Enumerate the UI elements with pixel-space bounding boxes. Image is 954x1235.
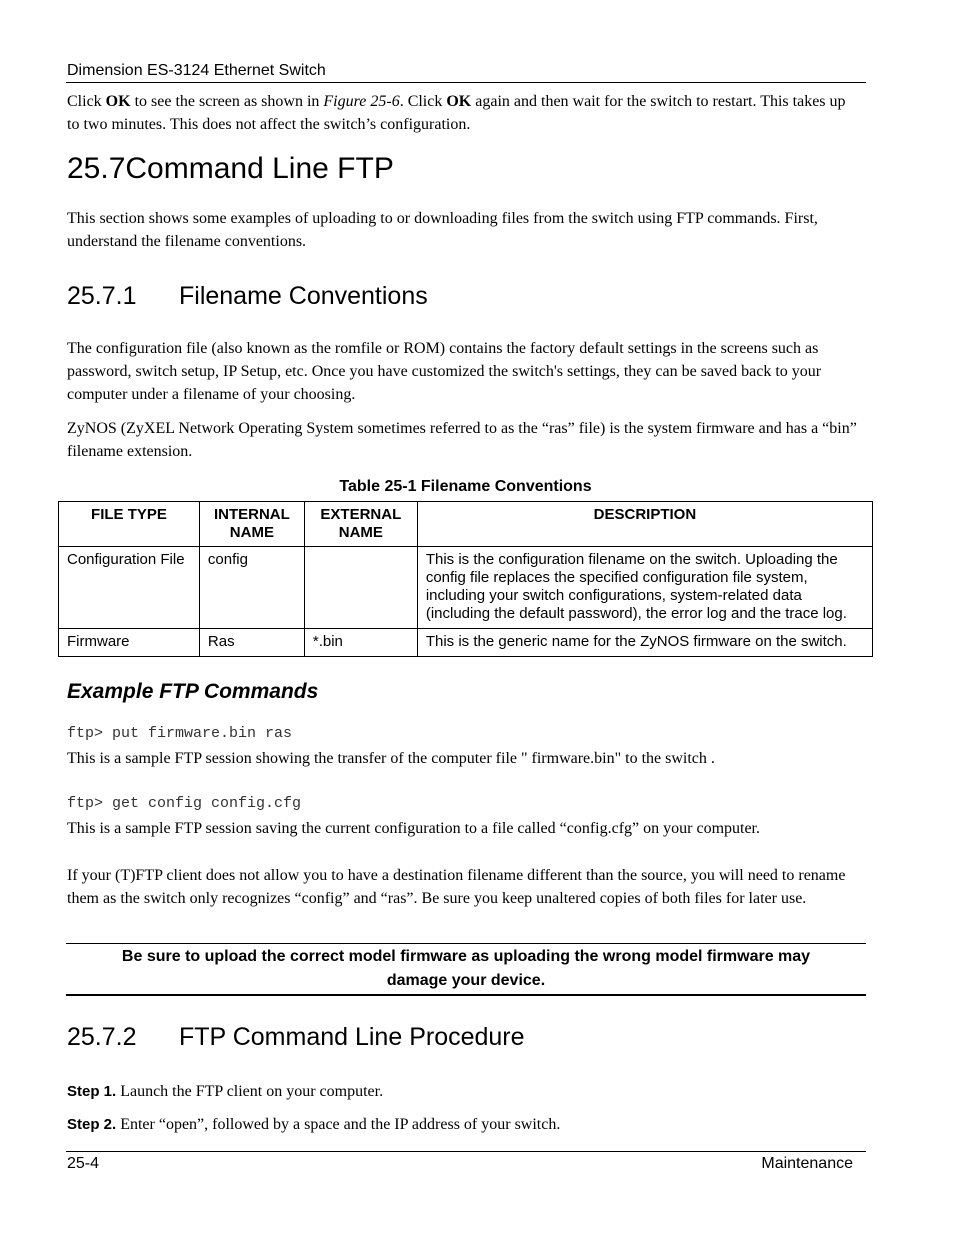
subsection-title-2: FTP Command Line Procedure <box>179 1023 525 1051</box>
intro-paragraph: Click OK to see the screen as shown in Figure 25-6. Click OK again and then wait for the switch to restart. This takes up to two minutes. This does not affect the switch’s configuration. <box>67 93 846 133</box>
command-description-1: This is a sample FTP session showing the transfer of the computer file " firmware.bin" to the switch . <box>67 750 715 767</box>
subsection-heading-2 <box>67 1022 525 1052</box>
step-text: Enter “open”, followed by a space and the IP address of your switch. <box>116 1116 561 1133</box>
conventions-paragraph-1: The configuration file (also known as the romfile or ROM) contains the factory default settings in the screens such as password, switch setup, IP Setup, etc. Once you have customized the switch's settings, they can be saved back to your computer under a filename of your choosing. <box>67 340 822 403</box>
cell-internal-name: config <box>199 547 304 629</box>
column-header-internal-name: INTERNAL NAME <box>199 502 304 547</box>
warning-line-1: Be sure to upload the correct model firmware as uploading the wrong model firmware may <box>121 948 811 965</box>
cell-external-name: *.bin <box>304 629 417 657</box>
section-intro: This section shows some examples of uploading to or downloading files from the switch using FTP commands. First, understand the filename conventions. <box>67 210 818 250</box>
command-description-2: This is a sample FTP session saving the current configuration to a file called “config.cfg” on your computer. <box>67 820 760 837</box>
section-heading <box>67 152 394 186</box>
step-label: Step 2. <box>67 1116 117 1133</box>
command-example-1: ftp> put firmware.bin ras <box>67 725 293 742</box>
cell-external-name <box>304 547 417 629</box>
section-title: Command Line FTP <box>125 152 394 185</box>
cell-file-type: Configuration File <box>59 547 200 629</box>
step-2 <box>67 1113 867 1136</box>
table-caption: Table 25-1 Filename Conventions <box>339 478 592 495</box>
warning-text <box>66 945 866 993</box>
header-rule <box>66 82 866 83</box>
warning-bottom-rule <box>66 994 866 996</box>
footer-rule <box>66 1151 866 1152</box>
warning-line-2: damage your device. <box>386 972 546 989</box>
step-1 <box>67 1080 867 1103</box>
column-header-description: DESCRIPTION <box>417 502 872 547</box>
subsection-heading-1 <box>67 281 428 311</box>
subsection-number-2: 25.7.2 <box>67 1023 137 1051</box>
filename-note: If your (T)FTP client does not allow you to have a destination filename different than the source, you will need to rename them as the switch only recognizes “config” and “ras”. Be sure you keep unaltered copies of both files for later use. <box>67 867 846 907</box>
section-number: 25.7 <box>67 152 126 185</box>
cell-file-type: Firmware <box>59 629 200 657</box>
page-number: 25-4 <box>67 1155 100 1172</box>
running-header: Dimension ES-3124 Ethernet Switch <box>67 62 326 79</box>
command-example-2: ftp> get config config.cfg <box>67 795 302 812</box>
column-header-file-type: FILE TYPE <box>59 502 200 547</box>
cell-description: This is the configuration filename on the switch. Uploading the config file replaces the specified configuration file system, including your switch configurations, system-related data (including the default password), the error log and the trace log. <box>417 547 872 629</box>
step-text: Launch the FTP client on your computer. <box>116 1083 384 1100</box>
table-row <box>59 547 873 629</box>
step-label: Step 1. <box>67 1083 117 1100</box>
examples-heading: Example FTP Commands <box>67 680 319 703</box>
conventions-paragraph-2: ZyNOS (ZyXEL Network Operating System sometimes referred to as the “ras” file) is the system firmware and has a “bin” filename extension. <box>67 420 857 460</box>
cell-internal-name: Ras <box>199 629 304 657</box>
subsection-title-1: Filename Conventions <box>179 282 428 310</box>
chapter-name: Maintenance <box>761 1155 853 1172</box>
subsection-number-1: 25.7.1 <box>67 282 137 310</box>
cell-description: This is the generic name for the ZyNOS firmware on the switch. <box>417 629 872 657</box>
table-header-row <box>59 502 873 547</box>
column-header-external-name: EXTERNAL NAME <box>304 502 417 547</box>
warning-top-rule <box>66 943 866 944</box>
table-row <box>59 629 873 657</box>
filename-conventions-table <box>58 501 873 657</box>
